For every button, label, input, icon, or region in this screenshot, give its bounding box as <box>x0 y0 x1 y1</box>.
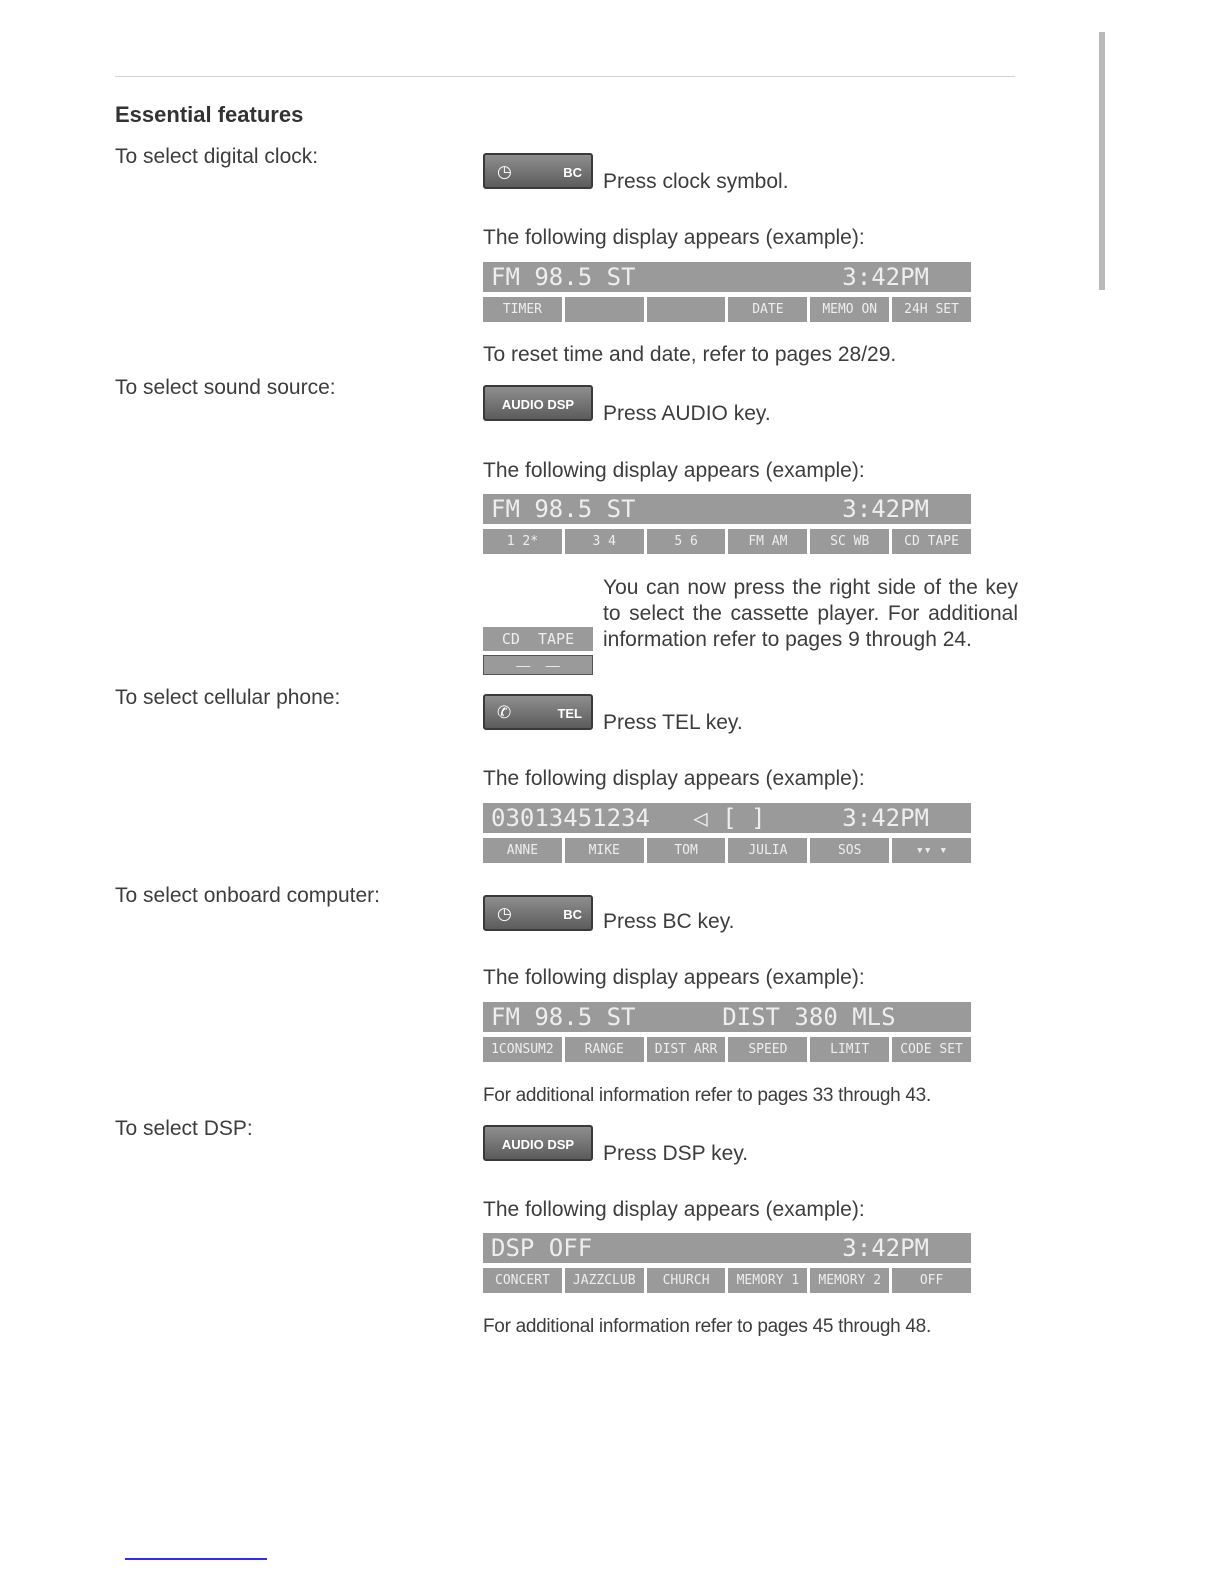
display-softkey[interactable]: JULIA <box>728 838 807 863</box>
display-softkey[interactable]: OFF <box>892 1268 971 1293</box>
tel-key-label: TEL <box>557 706 582 721</box>
computer-instruction: Press BC key. <box>603 910 735 933</box>
display-softkey[interactable]: 5 6 <box>647 529 726 554</box>
display-left-text: 03013451234 ◁ [ ] <box>491 804 766 832</box>
label-sound-source: To select sound source: <box>115 376 336 399</box>
header-rule <box>115 76 1015 77</box>
dsp-reference-note: For additional information refer to pages 45 through 48. <box>483 1316 931 1337</box>
display-left-text: FM 98.5 ST <box>491 495 636 523</box>
display-softkey[interactable]: 1CONSUM2 <box>483 1037 562 1062</box>
dsp-display <box>483 1233 971 1293</box>
bc-key-label: BC <box>563 165 582 180</box>
display-softkey[interactable]: MEMORY 1 <box>728 1268 807 1293</box>
bottom-link-line <box>125 1558 267 1560</box>
audio-dsp-key[interactable] <box>483 385 593 421</box>
clock-icon: ◷ <box>497 904 512 923</box>
display-softkey[interactable]: JAZZCLUB <box>565 1268 644 1293</box>
label-cellular-phone: To select cellular phone: <box>115 686 341 709</box>
clock-bc-key[interactable] <box>483 153 593 189</box>
phone-instruction: Press TEL key. <box>603 711 743 734</box>
phone-handset-icon: ✆ <box>497 703 512 722</box>
computer-display <box>483 1002 971 1062</box>
display-softkey[interactable]: DATE <box>728 297 807 322</box>
display-softkey[interactable]: TOM <box>647 838 726 863</box>
clock-icon: ◷ <box>497 162 512 181</box>
display-left-text: FM 98.5 ST DIST 380 MLS <box>491 1003 896 1031</box>
clock-display <box>483 262 971 322</box>
display-softkey[interactable]: MIKE <box>565 838 644 863</box>
audio-instruction: Press AUDIO key. <box>603 402 771 425</box>
bc-key-label: BC <box>563 907 582 922</box>
audio-dsp-key-label: AUDIO DSP <box>501 1137 575 1152</box>
display-softkey[interactable]: SPEED <box>728 1037 807 1062</box>
label-onboard-computer: To select onboard computer: <box>115 884 380 907</box>
display-softkey[interactable]: LIMIT <box>810 1037 889 1062</box>
tel-key[interactable] <box>483 694 593 730</box>
cd-tape-key-label: CD TAPE <box>483 627 593 651</box>
display-softkey[interactable]: ▾▾ ▾ <box>892 838 971 863</box>
display-time: 3:42PM <box>842 263 929 291</box>
display-appears-text: The following display appears (example): <box>483 1198 865 1221</box>
label-dsp: To select DSP: <box>115 1117 253 1140</box>
cd-tape-key[interactable] <box>483 627 593 675</box>
display-softkey[interactable]: CD TAPE <box>892 529 971 554</box>
clock-instruction: Press clock symbol. <box>603 170 789 193</box>
audio-display <box>483 494 971 554</box>
cassette-paragraph: You can now press the right side of the key to select the cassette player. For additional information refer to pages 9 through 24. <box>603 576 1018 651</box>
display-softkey[interactable]: CONCERT <box>483 1268 562 1293</box>
display-appears-text: The following display appears (example): <box>483 226 865 249</box>
audio-dsp-key[interactable] <box>483 1125 593 1161</box>
display-time: 3:42PM <box>842 495 929 523</box>
display-softkey[interactable]: RANGE <box>565 1037 644 1062</box>
audio-dsp-key-label: AUDIO DSP <box>501 397 575 412</box>
display-left-text: DSP OFF <box>491 1234 593 1262</box>
rocker-key[interactable]: — — <box>483 655 593 675</box>
display-softkey[interactable]: ANNE <box>483 838 562 863</box>
display-softkey[interactable]: CODE SET <box>892 1037 971 1062</box>
display-appears-text: The following display appears (example): <box>483 767 865 790</box>
display-softkey[interactable]: 24H SET <box>892 297 971 322</box>
display-softkey[interactable]: 3 4 <box>565 529 644 554</box>
page-edge-bar <box>1099 32 1105 290</box>
display-softkey[interactable]: TIMER <box>483 297 562 322</box>
section-heading: Essential features <box>115 102 304 127</box>
display-softkey[interactable] <box>565 297 644 322</box>
display-appears-text: The following display appears (example): <box>483 459 865 482</box>
display-softkey[interactable]: 1 2* <box>483 529 562 554</box>
display-softkey[interactable]: SOS <box>810 838 889 863</box>
computer-reference-note: For additional information refer to pages 33 through 43. <box>483 1085 931 1106</box>
phone-display <box>483 803 971 863</box>
display-softkey[interactable]: FM AM <box>728 529 807 554</box>
display-time: 3:42PM <box>842 1234 929 1262</box>
bc-key[interactable] <box>483 895 593 931</box>
display-softkey[interactable]: DIST ARR <box>647 1037 726 1062</box>
display-appears-text: The following display appears (example): <box>483 966 865 989</box>
display-softkey[interactable]: SC WB <box>810 529 889 554</box>
display-time: 3:42PM <box>842 804 929 832</box>
display-softkey[interactable] <box>647 297 726 322</box>
display-softkey[interactable]: CHURCH <box>647 1268 726 1293</box>
display-softkey[interactable]: MEMORY 2 <box>810 1268 889 1293</box>
display-left-text: FM 98.5 ST <box>491 263 636 291</box>
dsp-instruction: Press DSP key. <box>603 1142 749 1165</box>
clock-reset-note: To reset time and date, refer to pages 28/29. <box>483 343 897 366</box>
label-digital-clock: To select digital clock: <box>115 145 319 168</box>
display-softkey[interactable]: MEMO ON <box>810 297 889 322</box>
